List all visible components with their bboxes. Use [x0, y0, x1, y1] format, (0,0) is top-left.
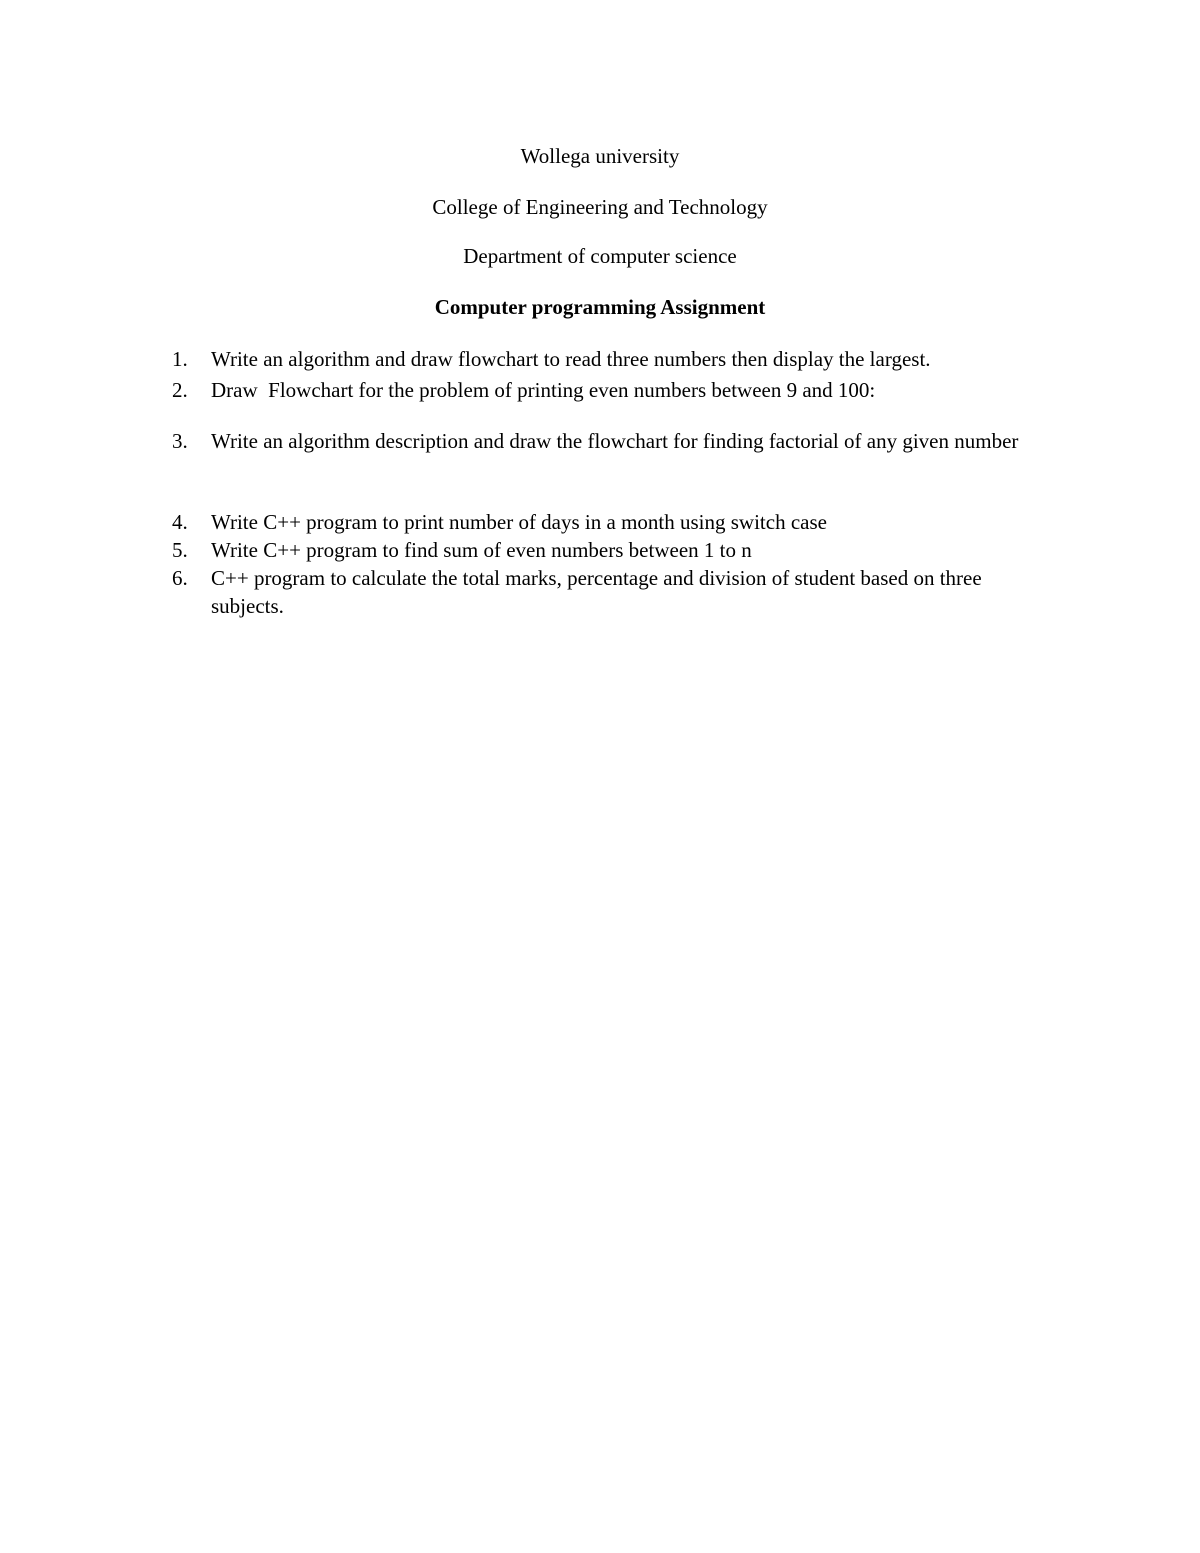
- question-number: 6.: [172, 566, 188, 590]
- university-name: Wollega university: [520, 144, 680, 168]
- question-number: 4.: [172, 510, 188, 534]
- question-number: 2.: [172, 378, 188, 402]
- question-number: 3.: [172, 429, 188, 453]
- question-text: Write an algorithm description and draw the flowchart for finding factorial of any given number: [211, 429, 1019, 453]
- question-text: Write C++ program to print number of days in a month using switch case: [211, 510, 827, 534]
- question-text: Write an algorithm and draw flowchart to read three numbers then display the largest.: [211, 347, 931, 371]
- question-text: C++ program to calculate the total marks, percentage and division of student based on three subjects.: [211, 566, 982, 618]
- question-text: Draw Flowchart for the problem of printing even numbers between 9 and 100:: [211, 378, 876, 402]
- assignment-title: Computer programming Assignment: [434, 295, 766, 319]
- college-name: College of Engineering and Technology: [432, 195, 768, 219]
- question-number: 5.: [172, 538, 188, 562]
- department-name: Department of computer science: [463, 244, 737, 268]
- question-number: 1.: [172, 347, 188, 371]
- question-text: Write C++ program to find sum of even numbers between 1 to n: [211, 538, 752, 562]
